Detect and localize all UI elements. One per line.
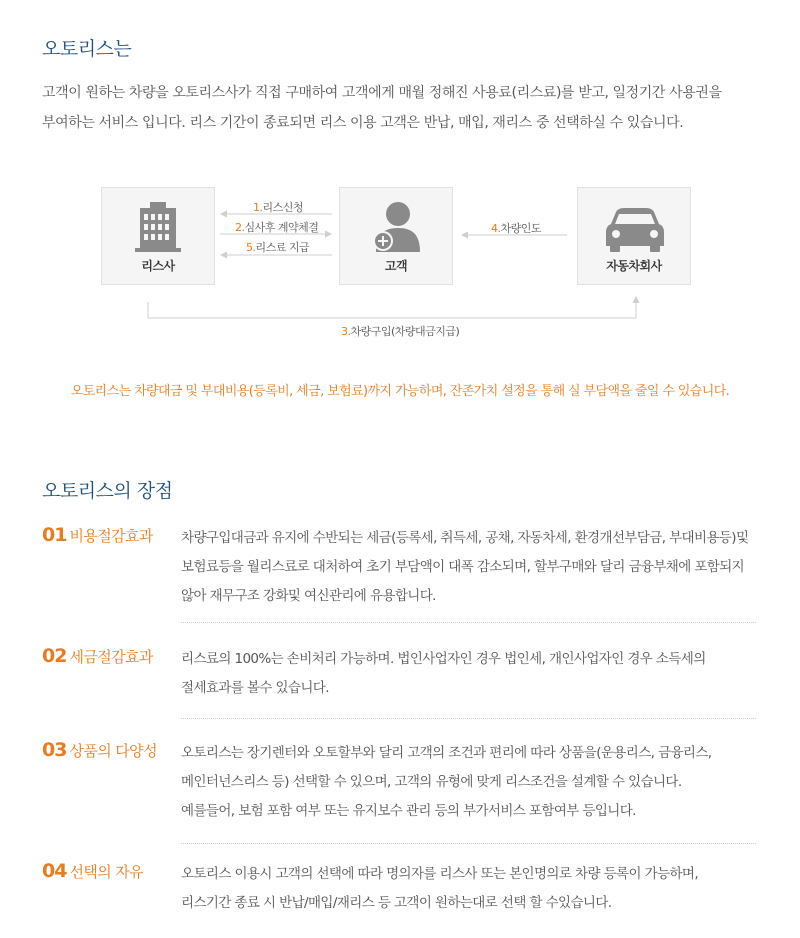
customer-box bbox=[339, 187, 453, 285]
advantage-description: 오토리스는 장기렌터와 오토할부와 달리 고객의 조건과 편리에 따라 상품을(운용리스, 금융리스, 메인터넌스리스 등) 선택할 수 있으며, 고객의 유형에 맞게 리스조건을 설계할 수 있습니다. 예를들어, 보험 포함 여부 또는 유지보수 관리 등의 부가서비스 포함여부 등입니다. bbox=[181, 745, 712, 819]
advantage-description: 차량구입대금과 유지에 수반되는 세금(등록세, 취득세, 공채, 자동차세, 환경개선부담금, 부대비용등)및 보험료등을 월리스료로 대처하여 초기 부담액이 대폭 감소되며, 할부구매와 달리 금융부채에 포함되지 않아 재무구조 강화및 여신관리에 유용합니다. bbox=[181, 530, 749, 604]
divider bbox=[181, 622, 756, 623]
intro-line-1: 고객이 원하는 차량을 오토리스사가 직접 구매하여 고객에게 매월 정해진 사용료(리스료)를 받고, 일정기간 사용권을 bbox=[42, 85, 722, 101]
step1-label: 1.리스신청 bbox=[253, 201, 304, 214]
advantage-heading: 02 세금절감효과 bbox=[42, 645, 153, 667]
advantage-description: 오토리스 이용시 고객의 선택에 따라 명의자를 리스사 또는 본인명의로 차량 등록이 가능하며, 리스기간 종료 시 반납/매입/재리스 등 고객이 원하는대로 선택 할 수있습니다. bbox=[181, 866, 699, 911]
advantage-heading: 01 비용절감효과 bbox=[42, 524, 153, 546]
step5-arrow bbox=[220, 251, 332, 259]
lessor-box bbox=[101, 187, 215, 285]
advantage-heading: 04 선택의 자유 bbox=[42, 860, 144, 882]
lessor-label: 리스사 bbox=[141, 259, 175, 273]
car-icon bbox=[606, 208, 664, 252]
divider bbox=[181, 718, 756, 719]
advantage-heading: 03 상품의 다양성 bbox=[42, 739, 157, 761]
advantage-description: 리스료의 100%는 손비처리 가능하며. 법인사업자인 경우 법인세, 개인사업자인 경우 소득세의 절세효과를 볼수 있습니다. bbox=[181, 651, 706, 696]
dealer-box bbox=[577, 187, 691, 285]
dealer-label: 자동차회사 bbox=[606, 259, 662, 273]
step2-arrow bbox=[220, 230, 332, 238]
person-add-icon bbox=[370, 200, 422, 254]
step4-arrow bbox=[461, 231, 567, 239]
intro-line-2: 부여하는 서비스 입니다. 리스 기간이 종료되면 리스 이용 고객은 반납, 매입, 재리스 중 선택하실 수 있습니다. bbox=[42, 115, 684, 131]
residual-value-note: 오토리스는 차량대금 및 부대비용(등록비, 세금, 보험료)까지 가능하며, 잔존가치 설정을 통해 실 부담액을 줄일 수 있습니다. bbox=[70, 384, 730, 399]
building-icon bbox=[135, 202, 181, 252]
section-title-advantages: 오토리스의 장점 bbox=[42, 480, 173, 502]
intro-paragraph bbox=[42, 78, 762, 138]
section-title-overview: 오토리스는 bbox=[42, 38, 132, 60]
step3-label: 3.차량구입(차량대금지급) bbox=[341, 325, 460, 338]
step4-label: 4.차량인도 bbox=[491, 222, 542, 235]
divider bbox=[181, 843, 756, 844]
customer-label: 고객 bbox=[384, 259, 408, 273]
step3-connector bbox=[140, 296, 644, 322]
step1-arrow bbox=[220, 210, 332, 218]
step5-label: 5.리스료 지급 bbox=[246, 241, 310, 254]
step2-label: 2.심사후 계약체결 bbox=[235, 221, 319, 234]
